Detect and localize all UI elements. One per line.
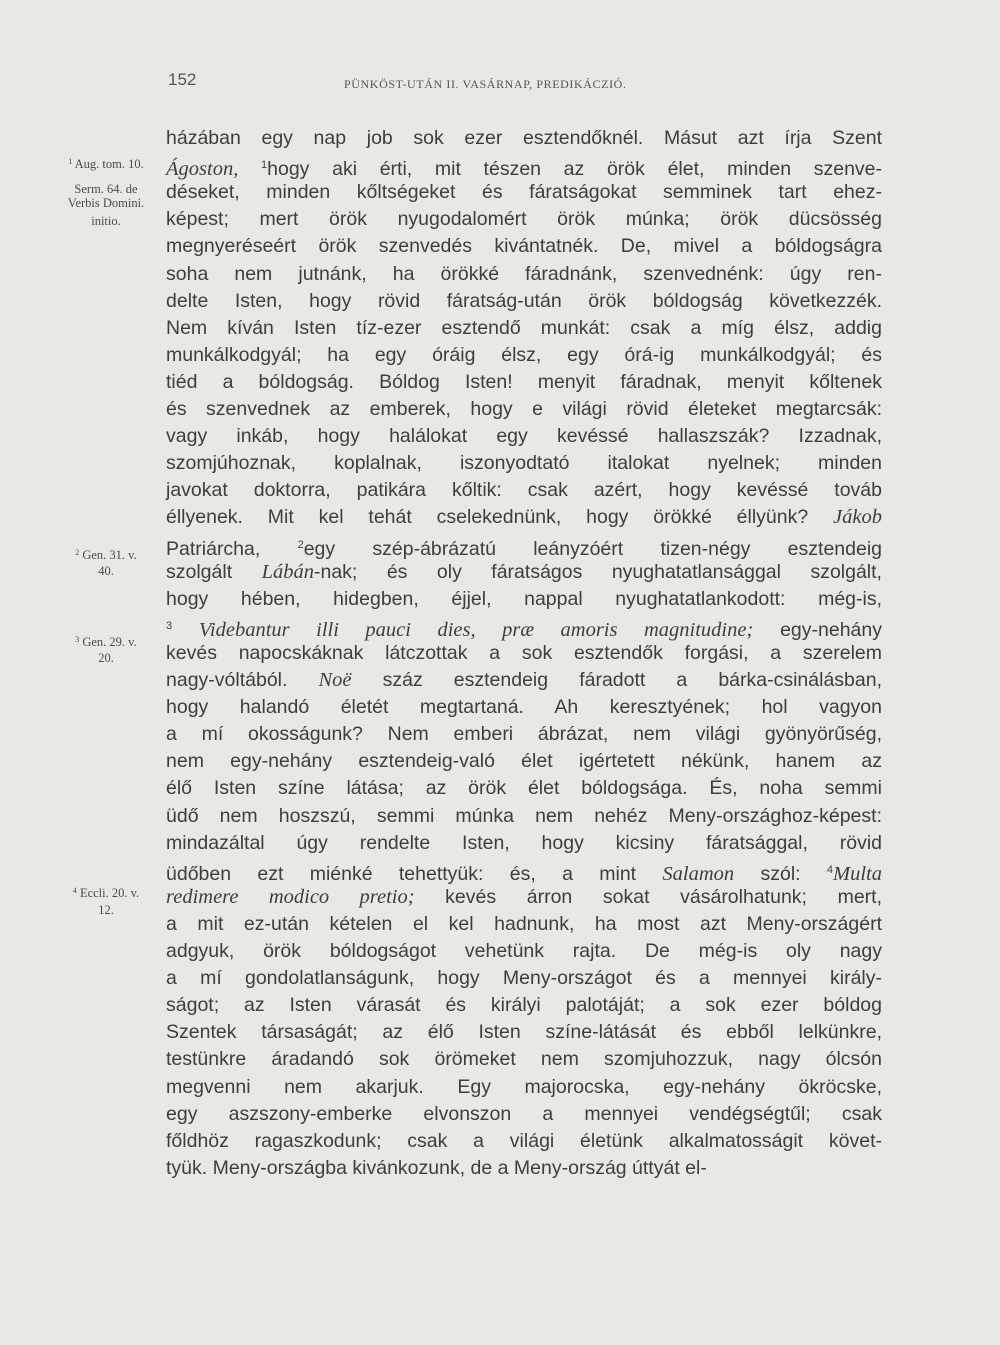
italic-text: Videbantur illi pauci dies, præ amoris magnitudine; [198,618,754,641]
text-line [166,720,882,748]
margin-note-text: Eccli. 20. v. [79,886,140,900]
text-span: Nem kíván Isten tíz-ezer esztendő munkát: csak a míg élsz, addig [166,316,882,339]
text-span: képest; mert örök nyugodalomért örök múnka; örök dücsösség [166,208,882,231]
margin-note [56,195,156,211]
text-span: egy szép-ábrázatú leányzóért tizen-négy esztendeig [303,537,882,560]
text-span: mindazáltal úgy rendelte Isten, hogy kicsiny fáratsággal, rövid [166,831,882,854]
text-line [166,395,882,423]
text-line [166,503,882,531]
text-span: kevés napocskáknak látczottak a sok esztendők forgási, a szerelem [166,641,882,664]
text-span: hogy aki érti, mit tészen az örök élet, minden szenve- [267,158,883,181]
text-span: soha nem jutnánk, ha örökké fáradnánk, szenvednénk: úgy ren- [166,262,882,285]
text-line [166,178,882,206]
margin-note-text: Aug. tom. 10. [74,157,144,171]
text-line [166,666,882,694]
text-span: üdőben ezt miénké tehettyük: és, a mint [166,862,663,885]
text-span: szolgált [166,560,262,583]
text-line [166,205,882,233]
italic-text: Multa [833,862,882,885]
text-span: testünkre áradandó sok örömeket nem szomjuhozzuk, nagy ólcsón [166,1048,882,1071]
italic-text: redimere modico pretio; [166,885,415,908]
text-line [166,1073,882,1101]
text-line [166,991,882,1019]
text-span: szól: [734,862,827,885]
text-span: nagy-vóltából. [166,669,319,691]
text-line [166,287,882,315]
text-line [166,1154,882,1182]
text-span: Patriárcha, [166,537,298,560]
margin-note [56,883,156,901]
text-span: élő Isten színe látása; az örök élet bóldogsága. És, noha semmi [166,777,882,800]
text-span: javokat doktorra, patikára kőltik: csak azért, hogy kevéssé továb [166,479,882,502]
text-line [166,964,882,992]
footnote-marker: 3 [166,619,173,632]
text-line [166,260,882,288]
text-line [166,774,882,802]
text-line [166,449,882,477]
text-span: a mí gondolatlanságunk, hogy Meny-országot és a mennyei király- [166,967,882,990]
margin-note-marker: 2 [75,548,80,557]
text-span: tyük. Meny-országba kivánkozunk, de a Meny-ország úttyát el- [166,1156,707,1179]
margin-note-text: initio. [91,214,121,228]
page-number: 152 [168,70,197,89]
text-line [166,829,882,857]
italic-text: Noë [318,669,352,691]
margin-note [56,632,156,650]
text-span: házában egy nap job sok ezer esztendőknél. Másut azt írja Szent [166,127,882,149]
margin-note-marker: 3 [75,635,80,644]
text-line [166,639,882,667]
text-line [166,1018,882,1046]
text-line [166,856,882,884]
text-span: főldhöz ragaszkodunk; csak a világi életünk alkalmatosságit követ- [166,1129,882,1152]
text-span: nem egy-nehány esztendeig-való élet igértetett nékünk, hanem az [166,750,882,773]
text-span: delte Isten, hogy rövid fáratság-után örök bóldogság következzék. [166,289,882,312]
margin-note-text: Gen. 31. v. [82,548,137,562]
text-line [166,1100,882,1128]
text-span: megnyeréseért örök szenvedés kivántatnék. De, mivel a bóldogságra [166,235,882,258]
text-line [166,1127,882,1155]
text-line [166,476,882,504]
text-span: ságot; az Isten várasát és királyi palotáját; a sok ezer bóldog [166,994,882,1017]
text-line [166,422,882,450]
text-span: tiéd a bóldogság. Bóldog Isten! menyit fáradnak, menyit kőltenek [166,370,882,393]
italic-text: Jákob [833,506,882,529]
text-line [166,314,882,342]
text-span: és szenvednek az emberek, hogy e világi rövid életeket megtarcsák: [166,398,882,420]
text-line [166,883,882,911]
italic-text: Lábán [261,560,314,583]
margin-note-text: Gen. 29. v. [82,635,137,649]
text-span: a mit ez-után kételen el kel hadnunk, ha most azt Meny-országért [166,912,882,935]
margin-note-marker: 1 [68,157,73,166]
text-span: üdő nem hoszszú, semmi múnka nem nehéz Meny-országhoz-képest: [166,804,882,827]
text-span: egy aszszony-emberke elvonszon a mennyei vendégségtűl; csak [166,1102,882,1125]
text-span: megvenni nem akarjuk. Egy majorocska, egy-nehány ökröcske, [166,1075,882,1098]
margin-note-text: 40. [98,564,114,578]
margin-note [56,545,156,563]
text-span: a mí okosságunk? Nem emberi ábrázat, nem világi gyönyörűség, [166,723,882,746]
text-span: -nak; és oly fáratságos nyughatatlansággal szolgált, [314,560,882,583]
text-span: vagy inkáb, hogy halálokat egy kevéssé hallaszszák? Izzadnak, [166,425,882,448]
margin-note [56,650,156,666]
text-span: egy-nehány [753,618,882,641]
text-span: száz esztendeig fáradott a bárka-csinálásban, [351,669,883,691]
margin-note-text: Serm. 64. de [74,182,138,196]
text-span [172,619,199,641]
margin-note-text: 20. [98,651,114,665]
text-span: déseket, minden kőltségeket és fáratságokat semminek tart ehez- [166,181,882,204]
footnote-marker: 4 [826,863,834,876]
italic-text: Ágoston, [166,158,239,181]
text-span: éllyenek. Mit kel tehát cselekednünk, hogy örökké éllyünk? [166,506,834,529]
margin-note-marker: 4 [72,886,77,895]
footnote-marker: 2 [297,538,304,551]
italic-text: Salamon [662,862,735,885]
text-line [166,910,882,938]
margin-note [56,213,156,229]
footnote-marker: 1 [261,159,268,172]
text-span: munkálkodgyál; ha egy óráig élsz, egy órá-ig munkálkodgyál; és [166,343,882,366]
margin-note-text: Verbis Domini. [67,196,145,210]
text-line [166,368,882,396]
text-line [166,747,882,775]
margin-note [56,154,156,172]
text-line [166,802,882,830]
text-span [238,158,261,180]
margin-note [56,902,156,918]
text-span: Szentek társaságát; az élő Isten színe-látását és ebből lelkünkre, [166,1021,882,1044]
text-line [166,693,882,721]
text-line [166,232,882,260]
text-span: szomjúhoznak, koplalnak, iszonyodtató italokat nyelnek; minden [166,452,882,475]
margin-note-text: 12. [98,903,114,917]
text-line [166,612,882,640]
text-line [166,341,882,369]
text-line [166,124,882,152]
text-line [166,558,882,586]
text-span: hogy hében, hidegben, éjjel, nappal nyughatatlankodott: még-is, [166,587,882,610]
text-line [166,531,882,559]
text-span: adgyuk, örök bóldogságot vehetünk rajta. De még-is oly nagy [166,940,882,962]
text-line [166,151,882,179]
text-span: hogy halandó életét megtartaná. Ah keresztyének; hol vagyon [166,696,882,719]
text-line [166,1045,882,1073]
text-line [166,937,882,965]
text-line [166,585,882,613]
running-title: PÜNKÖST-UTÁN II. VASÁRNAP, PREDIKÁCZIÓ. [344,77,627,91]
text-span: kevés árron sokat vásárolhatunk; mert, [414,885,882,908]
margin-note [56,563,156,579]
